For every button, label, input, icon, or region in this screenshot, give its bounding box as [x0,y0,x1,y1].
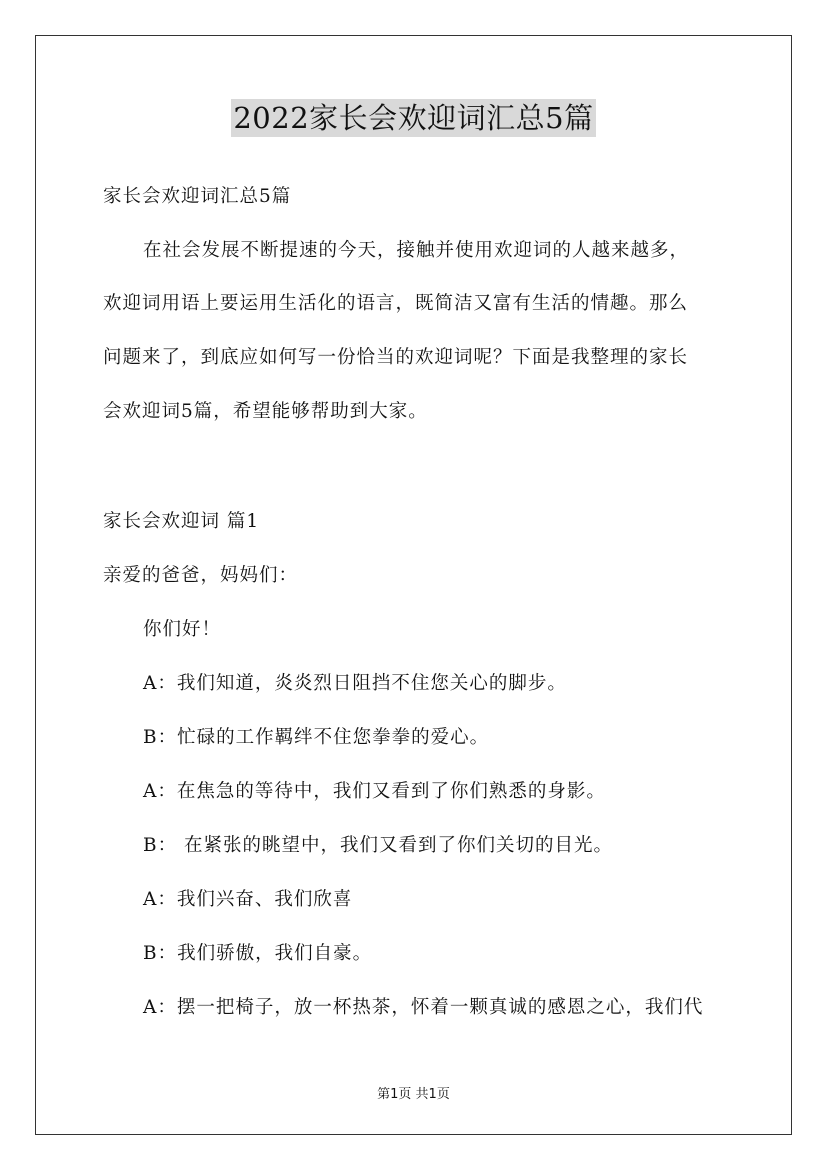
dialogue-line-2: B：忙碌的工作羁绊不住您拳拳的爱心。 [143,727,490,748]
dialogue-line-1: A：我们知道，炎炎烈日阻挡不住您关心的脚步。 [143,673,567,694]
subtitle: 家长会欢迎词汇总5篇 [103,186,292,207]
dialogue-line-7: A：摆一把椅子，放一杯热茶，怀着一颗真诚的感恩之心，我们代 [143,997,704,1018]
dialogue-line-5: A：我们兴奋、我们欣喜 [143,889,353,910]
intro-line-3: 问题来了，到底应如何写一份恰当的欢迎词呢？下面是我整理的家长 [103,347,689,368]
document-title: 2022家长会欢迎词汇总5篇 [233,101,594,135]
dialogue-line-3: A：在焦急的等待中，我们又看到了你们熟悉的身影。 [143,781,606,802]
document-title-wrap [0,96,827,137]
intro-line-4: 会欢迎词5篇，希望能够帮助到大家。 [103,401,428,422]
section-heading: 家长会欢迎词 篇1 [103,511,260,532]
greeting: 你们好！ [143,619,222,640]
salutation: 亲爱的爸爸，妈妈们： [103,565,299,586]
dialogue-line-4: B： 在紧张的眺望中，我们又看到了你们关切的目光。 [143,835,613,856]
dialogue-line-6: B：我们骄傲，我们自豪。 [143,943,373,964]
intro-line-2: 欢迎词用语上要运用生活化的语言，既简洁又富有生活的情趣。那么 [103,293,689,314]
intro-line-1: 在社会发展不断提速的今天，接触并使用欢迎词的人越来越多， [143,240,690,261]
page-footer: 第1页 共1页 [377,1087,450,1102]
